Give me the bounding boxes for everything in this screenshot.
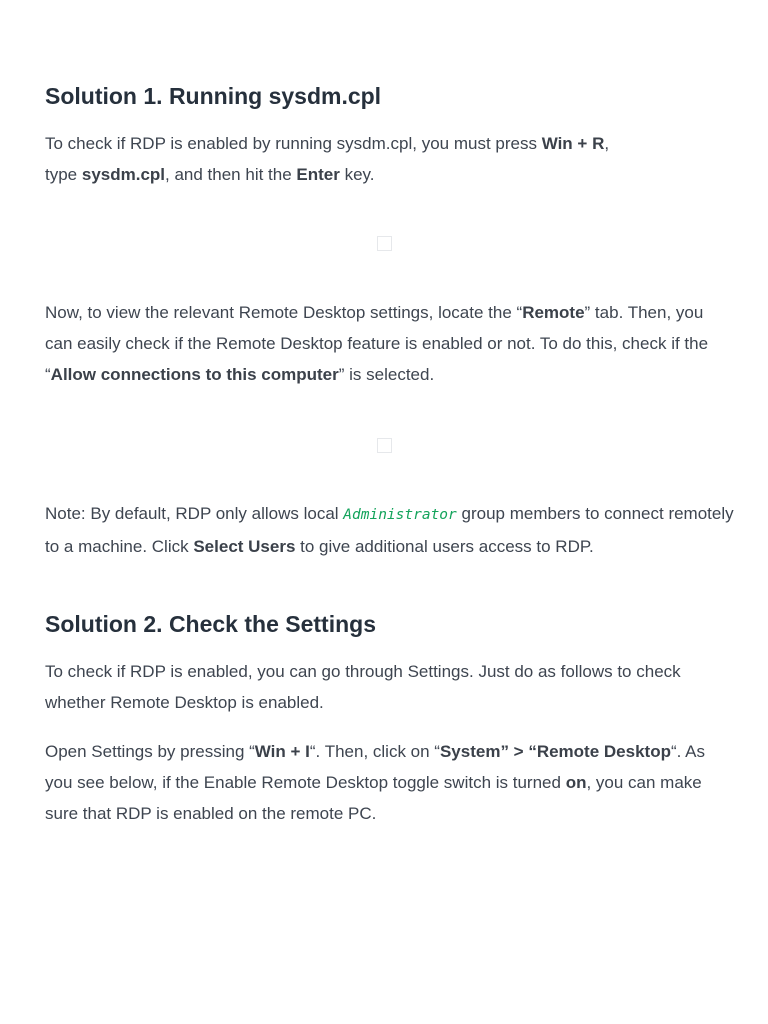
system-remote-desktop-path: System” > “Remote Desktop xyxy=(439,742,671,761)
image-placeholder-1 xyxy=(377,236,392,251)
command-sysdm-cpl: sysdm.cpl xyxy=(81,165,166,184)
solution-1-intro-paragraph xyxy=(45,128,735,190)
text: “. As you see below, if the Enable Remote Desktop toggle switch is turned xyxy=(45,742,705,792)
text: , xyxy=(604,134,610,153)
text: to give additional users access to RDP. xyxy=(295,537,594,556)
text: , you can make sure that RDP is enabled on the remote PC. xyxy=(45,773,702,823)
solution-1-remote-tab-paragraph xyxy=(45,297,735,390)
text: Note: By default, RDP only allows local xyxy=(45,504,344,523)
toggle-state-on: on xyxy=(565,773,587,792)
keyboard-shortcut-win-i: Win + I xyxy=(254,742,310,761)
solution-2-heading: Solution 2. Check the Settings xyxy=(45,611,376,637)
text: type xyxy=(45,165,82,184)
allow-connections-option: Allow connections to this computer xyxy=(50,365,339,384)
solution-2-steps-paragraph xyxy=(45,736,735,829)
solution-1-heading: Solution 1. Running sysdm.cpl xyxy=(45,83,382,109)
text: To check if RDP is enabled by running sysdm.cpl, you must press xyxy=(45,134,542,153)
image-placeholder-2 xyxy=(377,438,392,453)
select-users-label: Select Users xyxy=(193,537,296,556)
solution-2-intro-paragraph xyxy=(45,656,735,718)
key-enter: Enter xyxy=(296,165,340,184)
text: group members to connect remotely to a machine. Click xyxy=(45,504,734,556)
text: “. Then, click on “ xyxy=(309,742,440,761)
administrator-note-paragraph xyxy=(45,498,735,562)
administrator-code: Administrator xyxy=(343,507,457,523)
text: , and then hit the xyxy=(165,165,297,184)
remote-tab-label: Remote xyxy=(522,303,585,322)
keyboard-shortcut-win-r: Win + R xyxy=(541,134,605,153)
text: ” is selected. xyxy=(338,365,435,384)
text: key. xyxy=(339,165,375,184)
text: ” tab. Then, you can easily check if the Remote Desktop feature is enabled or not. To do this, check if the “ xyxy=(45,303,709,384)
text: Open Settings by pressing “ xyxy=(45,742,255,761)
text: Now, to view the relevant Remote Desktop settings, locate the “ xyxy=(45,303,523,322)
text: To check if RDP is enabled, you can go through Settings. Just do as follows to check whether Remote Desktop is enabled. xyxy=(45,662,681,712)
